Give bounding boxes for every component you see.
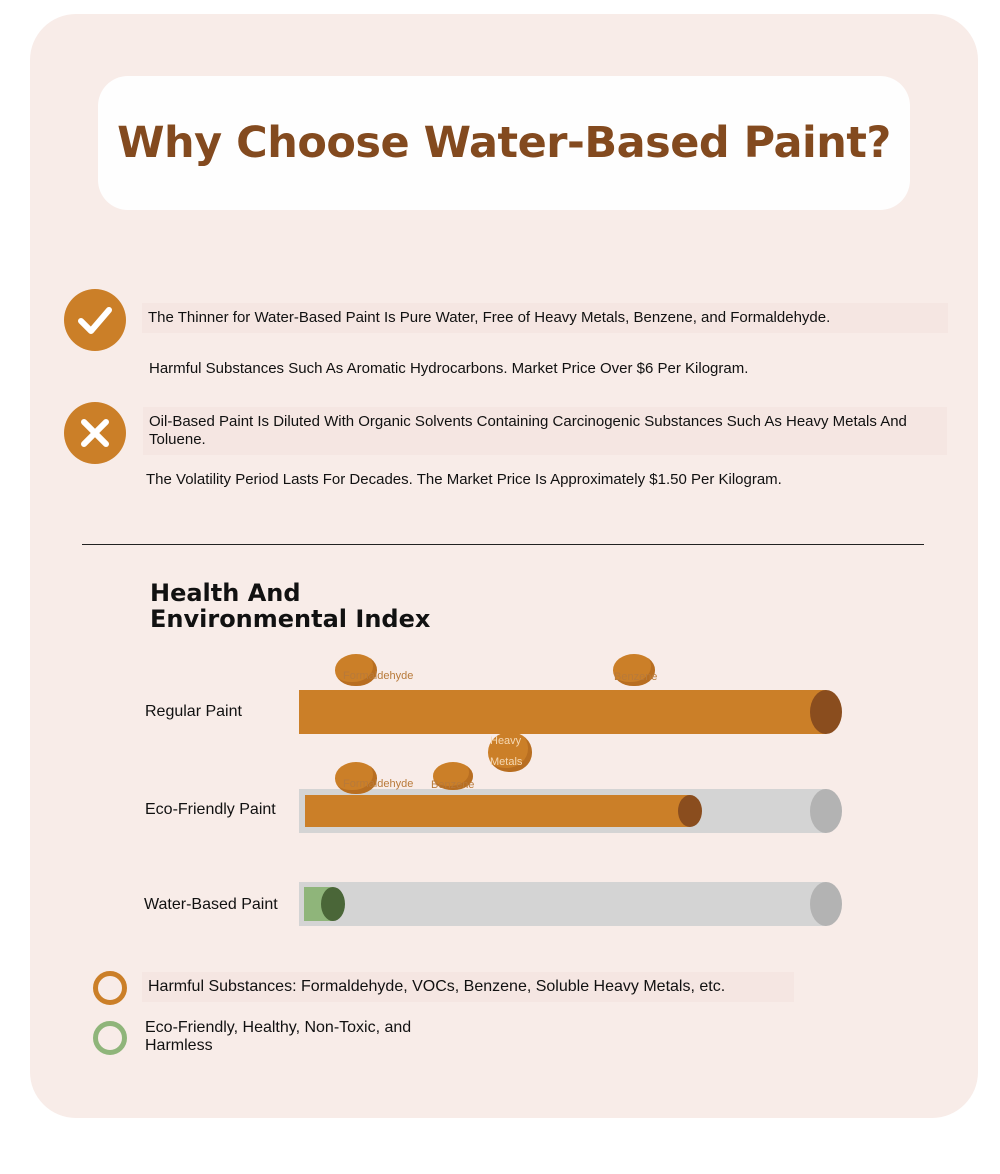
oil-based-line1: Oil-Based Paint Is Diluted With Organic Solvents Containing Carcinogenic Substances Such As Heavy Metals And Toluene.: [143, 407, 947, 455]
row-label-eco-friendly: Eco-Friendly Paint: [145, 801, 276, 818]
water-based-line2: Harmful Substances Such As Aromatic Hydrocarbons. Market Price Over $6 Per Kilogram.: [149, 360, 749, 377]
bar-regular-paint: [299, 690, 826, 734]
check-icon: [64, 289, 126, 351]
legend-eco-icon: [93, 1021, 127, 1055]
cross-badge: [64, 402, 126, 464]
bar-water-based-fill: [304, 887, 333, 921]
index-title: Health And Environmental Index: [150, 579, 431, 633]
row-label-water-based: Water-Based Paint: [144, 896, 278, 913]
section-divider: [82, 544, 924, 545]
marker-label-formaldehyde-regular: Formaldehyde: [343, 670, 414, 682]
bar-eco-friendly-fill-cap: [678, 795, 702, 827]
cross-icon: [64, 402, 126, 464]
row-label-regular: Regular Paint: [145, 703, 242, 720]
legend-harmful-label: Harmful Substances: Formaldehyde, VOCs, Benzene, Soluble Heavy Metals, etc.: [142, 972, 794, 1002]
bar-water-based-track: [299, 882, 826, 926]
bar-eco-friendly-fill: [305, 795, 690, 827]
page-title: Why Choose Water-Based Paint?: [117, 118, 891, 168]
bar-eco-friendly-track-cap: [810, 789, 842, 833]
legend-harmful-icon: [93, 971, 127, 1005]
marker-label-formaldehyde-eco: Formaldehyde: [343, 778, 414, 790]
marker-label-benzene-eco: Benzene: [431, 779, 475, 791]
oil-based-line2: The Volatility Period Lasts For Decades. The Market Price Is Approximately $1.50 Per Kilogram.: [146, 471, 782, 488]
marker-label-heavy-metals: Heavy Metals: [490, 735, 523, 768]
bar-water-based-track-cap: [810, 882, 842, 926]
bar-eco-friendly-track: [299, 789, 826, 833]
legend-eco-label: Eco-Friendly, Healthy, Non-Toxic, and Harmless: [145, 1019, 412, 1054]
bar-regular-cap: [810, 690, 842, 734]
water-based-line1: The Thinner for Water-Based Paint Is Pure Water, Free of Heavy Metals, Benzene, and Formaldehyde.: [142, 303, 948, 333]
bar-water-based-fill-cap: [321, 887, 345, 921]
title-box: [98, 76, 910, 210]
marker-label-benzene-regular: Benzene: [614, 671, 658, 683]
check-badge: [64, 289, 126, 351]
